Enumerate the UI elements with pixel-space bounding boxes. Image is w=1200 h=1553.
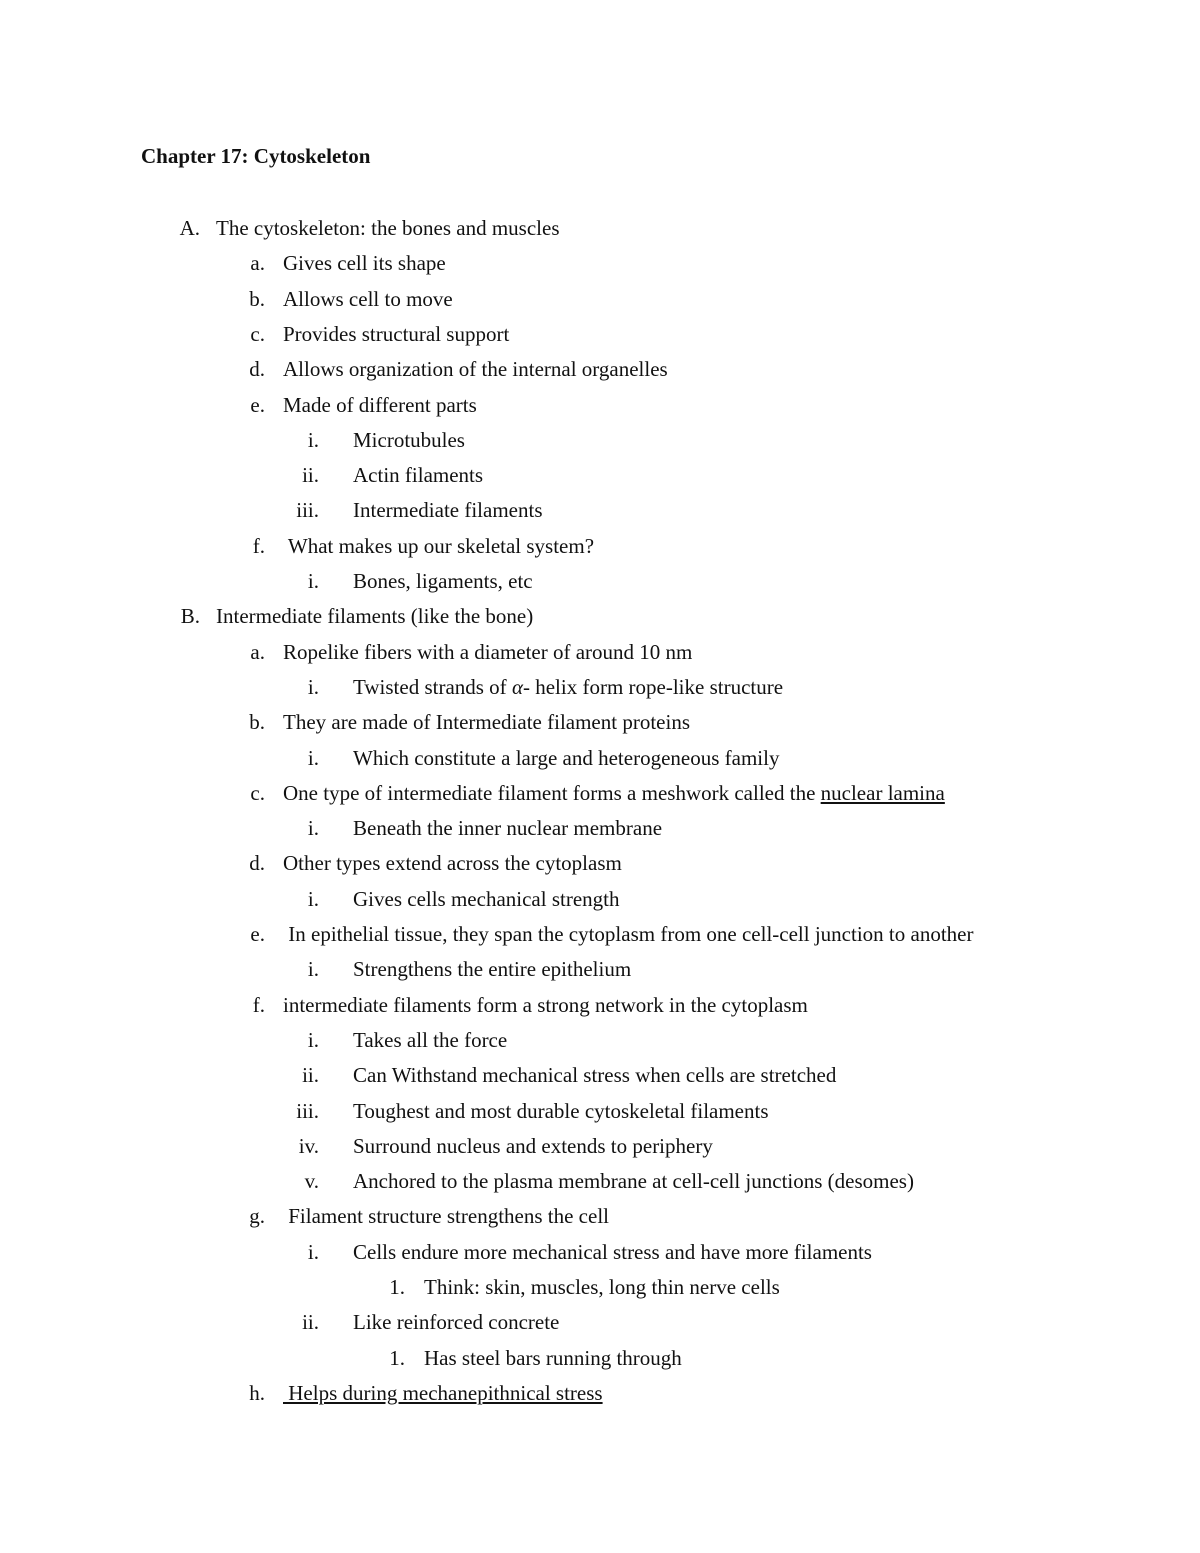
outline-item bbox=[0, 1237, 1200, 1267]
text-segment: Anchored to the plasma membrane at cell-cell junctions (desomes) bbox=[353, 1169, 914, 1193]
text-segment: Strengthens the entire epithelium bbox=[353, 957, 632, 981]
outline-marker: f. bbox=[252, 534, 265, 558]
outline-text bbox=[353, 1096, 769, 1126]
outline-marker: i. bbox=[307, 1028, 319, 1052]
outline-marker: g. bbox=[249, 1204, 265, 1228]
outline-item bbox=[0, 1131, 1200, 1161]
outline-text bbox=[283, 990, 808, 1020]
underlined-term: nuclear lamina bbox=[820, 781, 945, 805]
outline-text bbox=[216, 601, 533, 631]
outline-marker: ii. bbox=[302, 1310, 319, 1334]
outline-item bbox=[0, 213, 1200, 243]
outline-item bbox=[0, 354, 1200, 384]
outline-marker: iii. bbox=[296, 1099, 319, 1123]
outline-text bbox=[283, 707, 690, 737]
text-segment: Bones, ligaments, etc bbox=[353, 569, 533, 593]
outline-marker: a. bbox=[250, 640, 265, 664]
outline-text bbox=[353, 425, 465, 455]
text-segment: intermediate filaments form a strong network in the cytoplasm bbox=[283, 993, 808, 1017]
outline-marker: c. bbox=[250, 322, 265, 346]
text-segment: Beneath the inner nuclear membrane bbox=[353, 816, 663, 840]
outline-marker: A. bbox=[179, 216, 200, 240]
outline-marker: B. bbox=[180, 604, 200, 628]
outline-item bbox=[0, 778, 1200, 808]
outline-marker: e. bbox=[250, 393, 265, 417]
outline-item bbox=[0, 601, 1200, 631]
outline-item bbox=[0, 707, 1200, 737]
outline-marker: i. bbox=[307, 887, 319, 911]
outline-item bbox=[0, 884, 1200, 914]
text-segment: - helix form rope-like structure bbox=[522, 675, 784, 699]
outline-item bbox=[0, 637, 1200, 667]
text-segment: Other types extend across the cytoplasm bbox=[283, 851, 622, 875]
page-title: Chapter 17: Cytoskeleton bbox=[141, 144, 371, 168]
text-segment: Ropelike fibers with a diameter of around 10 nm bbox=[283, 640, 693, 664]
outline-marker: i. bbox=[307, 675, 319, 699]
outline-text bbox=[353, 743, 779, 773]
outline-marker: f. bbox=[252, 993, 265, 1017]
text-segment: Allows cell to move bbox=[283, 287, 453, 311]
outline-text bbox=[353, 884, 620, 914]
outline-item bbox=[0, 813, 1200, 843]
outline-marker: i. bbox=[307, 957, 319, 981]
outline-marker: iv. bbox=[298, 1134, 319, 1158]
text-segment: Gives cell its shape bbox=[283, 251, 446, 275]
text-segment: They are made of Intermediate filament proteins bbox=[283, 710, 690, 734]
outline-text bbox=[353, 460, 483, 490]
outline-marker: b. bbox=[249, 287, 265, 311]
text-segment: Which constitute a large and heterogeneous family bbox=[353, 746, 780, 770]
outline-item bbox=[0, 319, 1200, 349]
text-segment: Toughest and most durable cytoskeletal filaments bbox=[353, 1099, 769, 1123]
outline-item bbox=[0, 1343, 1200, 1373]
text-segment: Microtubules bbox=[353, 428, 465, 452]
outline-marker: d. bbox=[249, 851, 265, 875]
outline-text bbox=[353, 1025, 507, 1055]
outline-item bbox=[0, 390, 1200, 420]
outline-marker: h. bbox=[249, 1381, 265, 1405]
outline-marker: 1. bbox=[389, 1346, 405, 1370]
outline-item bbox=[0, 954, 1200, 984]
outline-item bbox=[0, 1096, 1200, 1126]
text-segment: Think: skin, muscles, long thin nerve cells bbox=[424, 1275, 780, 1299]
text-segment: What makes up our skeletal system? bbox=[283, 534, 595, 558]
outline-text bbox=[424, 1272, 780, 1302]
outline-item bbox=[0, 531, 1200, 561]
outline-item bbox=[0, 848, 1200, 878]
outline-text bbox=[353, 1131, 713, 1161]
outline-item bbox=[0, 566, 1200, 596]
outline-item bbox=[0, 1272, 1200, 1302]
outline-text bbox=[283, 1201, 609, 1231]
text-segment: Made of different parts bbox=[283, 393, 477, 417]
text-segment: Gives cells mechanical strength bbox=[353, 887, 620, 911]
outline-marker: i. bbox=[307, 746, 319, 770]
outline-text bbox=[216, 213, 560, 243]
text-segment: Takes all the force bbox=[353, 1028, 508, 1052]
outline-item bbox=[0, 1201, 1200, 1231]
outline-text bbox=[353, 1166, 914, 1196]
outline-text bbox=[353, 495, 543, 525]
greek-symbol: α bbox=[511, 675, 523, 699]
outline-text bbox=[283, 390, 477, 420]
outline-item bbox=[0, 1060, 1200, 1090]
outline-item bbox=[0, 919, 1200, 949]
outline-text bbox=[353, 813, 662, 843]
outline-text bbox=[283, 354, 668, 384]
outline-text bbox=[353, 1307, 559, 1337]
outline-item bbox=[0, 743, 1200, 773]
outline-text bbox=[424, 1343, 682, 1373]
outline-text bbox=[283, 919, 973, 949]
outline-item bbox=[0, 284, 1200, 314]
outline-marker: iii. bbox=[296, 498, 319, 522]
outline-item bbox=[0, 672, 1200, 702]
outline-item bbox=[0, 248, 1200, 278]
text-segment: Actin filaments bbox=[353, 463, 484, 487]
text-segment: Like reinforced concrete bbox=[353, 1310, 560, 1334]
outline-text bbox=[283, 778, 945, 808]
outline-text bbox=[283, 319, 509, 349]
text-segment: Has steel bars running through bbox=[424, 1346, 682, 1370]
outline-marker: a. bbox=[250, 251, 265, 275]
outline-item bbox=[0, 495, 1200, 525]
outline-item bbox=[0, 1025, 1200, 1055]
outline-text bbox=[353, 1237, 872, 1267]
outline-marker: d. bbox=[249, 357, 265, 381]
text-segment: The cytoskeleton: the bones and muscles bbox=[216, 216, 560, 240]
outline-text bbox=[283, 1378, 603, 1408]
text-segment: Can Withstand mechanical stress when cells are stretched bbox=[353, 1063, 837, 1087]
outline-text bbox=[283, 248, 446, 278]
text-segment: Cells endure more mechanical stress and have more filaments bbox=[353, 1240, 872, 1264]
outline-item bbox=[0, 990, 1200, 1020]
outline-text bbox=[353, 566, 533, 596]
text-segment: In epithelial tissue, they span the cytoplasm from one cell-cell junction to another bbox=[283, 922, 974, 946]
outline-marker: c. bbox=[250, 781, 265, 805]
outline-text bbox=[353, 1060, 836, 1090]
outline-marker: i. bbox=[307, 428, 319, 452]
outline-text bbox=[283, 284, 453, 314]
outline-marker: e. bbox=[250, 922, 265, 946]
outline-marker: i. bbox=[307, 569, 319, 593]
outline-item bbox=[0, 1166, 1200, 1196]
text-segment: Surround nucleus and extends to periphery bbox=[353, 1134, 713, 1158]
text-segment: Intermediate filaments bbox=[353, 498, 543, 522]
outline-item bbox=[0, 425, 1200, 455]
outline-marker: i. bbox=[307, 816, 319, 840]
outline-marker: 1. bbox=[389, 1275, 405, 1299]
outline-text bbox=[353, 672, 783, 702]
text-segment: Twisted strands of bbox=[353, 675, 512, 699]
outline-marker: ii. bbox=[302, 1063, 319, 1087]
outline-item bbox=[0, 460, 1200, 490]
text-segment: Provides structural support bbox=[283, 322, 510, 346]
text-segment: One type of intermediate filament forms a meshwork called the bbox=[283, 781, 821, 805]
outline-marker: v. bbox=[304, 1169, 319, 1193]
outline-marker: i. bbox=[307, 1240, 319, 1264]
outline-item bbox=[0, 1378, 1200, 1408]
outline-text bbox=[283, 848, 622, 878]
text-segment: Allows organization of the internal organelles bbox=[283, 357, 668, 381]
outline-text bbox=[283, 637, 692, 667]
outline-item bbox=[0, 1307, 1200, 1337]
outline-marker: b. bbox=[249, 710, 265, 734]
outline-text bbox=[283, 531, 594, 561]
underlined-term: Helps during mechanepithnical stress bbox=[283, 1381, 603, 1405]
text-segment: Filament structure strengthens the cell bbox=[283, 1204, 609, 1228]
outline-text bbox=[353, 954, 631, 984]
text-segment: Intermediate filaments (like the bone) bbox=[216, 604, 534, 628]
outline-marker: ii. bbox=[302, 463, 319, 487]
